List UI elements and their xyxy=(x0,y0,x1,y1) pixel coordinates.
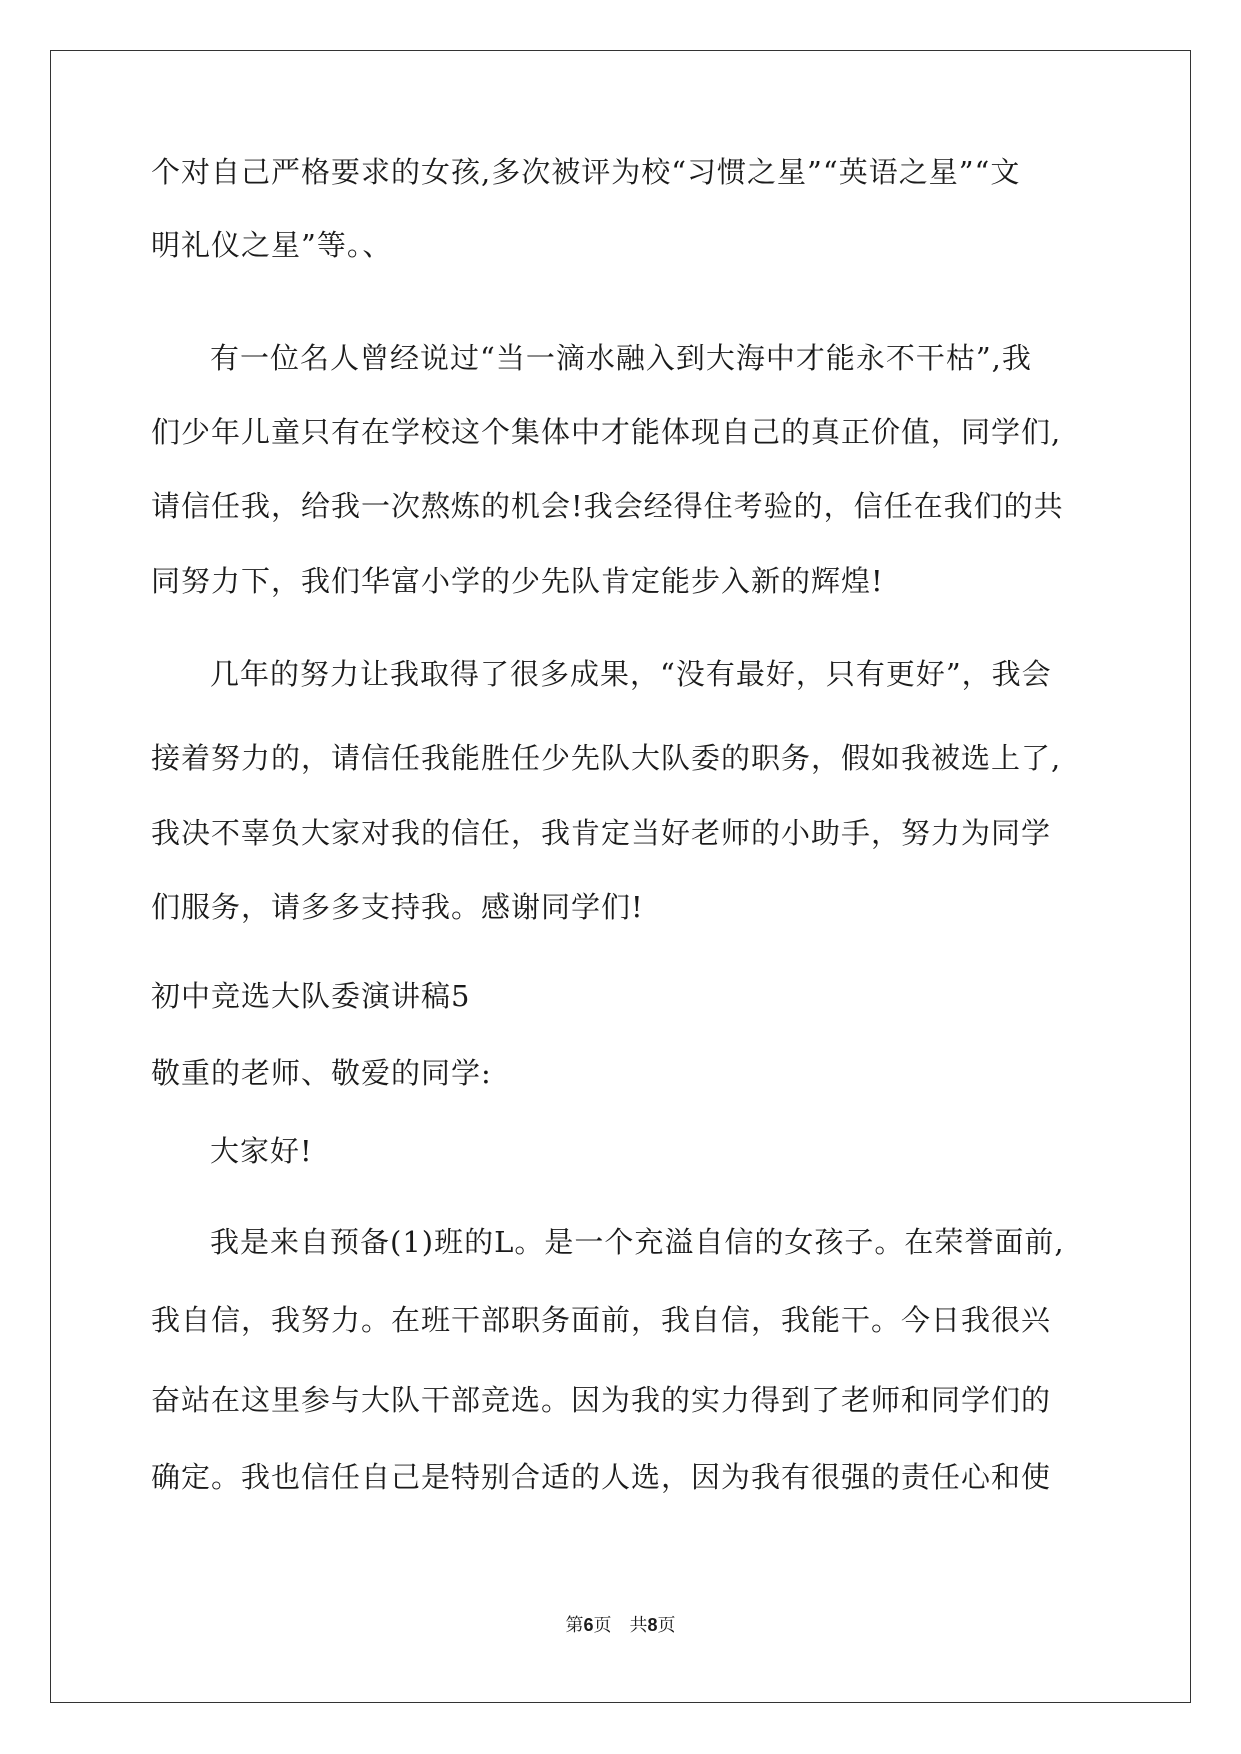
section-title: 初中竞选大队委演讲稿5 xyxy=(151,979,471,1013)
text-line: 奋站在这里参与大队干部竞选。因为我的实力得到了老师和同学们的 xyxy=(151,1383,1052,1417)
text-line: 们少年儿童只有在学校这个集体中才能体现自己的真正价值，同学们, xyxy=(151,415,1062,449)
text-line: 同努力下，我们华富小学的少先队肯定能步入新的辉煌! xyxy=(151,564,884,598)
page-footer xyxy=(0,1613,1241,1638)
text-line: 们服务，请多多支持我。感谢同学们! xyxy=(151,890,644,924)
total-page-number: 8 xyxy=(647,1615,658,1635)
footer-prefix: 第 xyxy=(565,1615,584,1636)
page-border xyxy=(50,50,1191,1703)
text-line: 我是来自预备(1)班的L。是一个充溢自信的女孩子。在荣誉面前, xyxy=(210,1225,1065,1259)
current-page-number: 6 xyxy=(583,1615,594,1635)
text-line: 我自信，我努力。在班干部职务面前，我自信，我能干。今日我很兴 xyxy=(151,1303,1052,1337)
text-line: 明礼仪之星”等。、 xyxy=(151,228,393,262)
text-line: 几年的努力让我取得了很多成果，“没有最好，只有更好”，我会 xyxy=(210,657,1052,691)
text-line: 有一位名人曾经说过“当一滴水融入到大海中才能永不干枯”,我 xyxy=(210,341,1032,375)
footer-suffix: 页 xyxy=(657,1615,676,1636)
salutation: 敬重的老师、敬爱的同学: xyxy=(151,1056,492,1090)
text-line: 个对自己严格要求的女孩,多次被评为校“习惯之星”“英语之星”“文 xyxy=(151,155,1021,189)
footer-mid: 页 共 xyxy=(593,1615,648,1636)
text-line: 接着努力的，请信任我能胜任少先队大队委的职务，假如我被选上了, xyxy=(151,741,1062,775)
text-line: 我决不辜负大家对我的信任，我肯定当好老师的小助手，努力为同学 xyxy=(151,816,1052,850)
text-line: 请信任我，给我一次熬炼的机会!我会经得住考验的，信任在我们的共 xyxy=(151,489,1064,523)
text-line: 确定。我也信任自己是特别合适的人选，因为我有很强的责任心和使 xyxy=(151,1460,1052,1494)
greeting: 大家好! xyxy=(210,1134,313,1168)
